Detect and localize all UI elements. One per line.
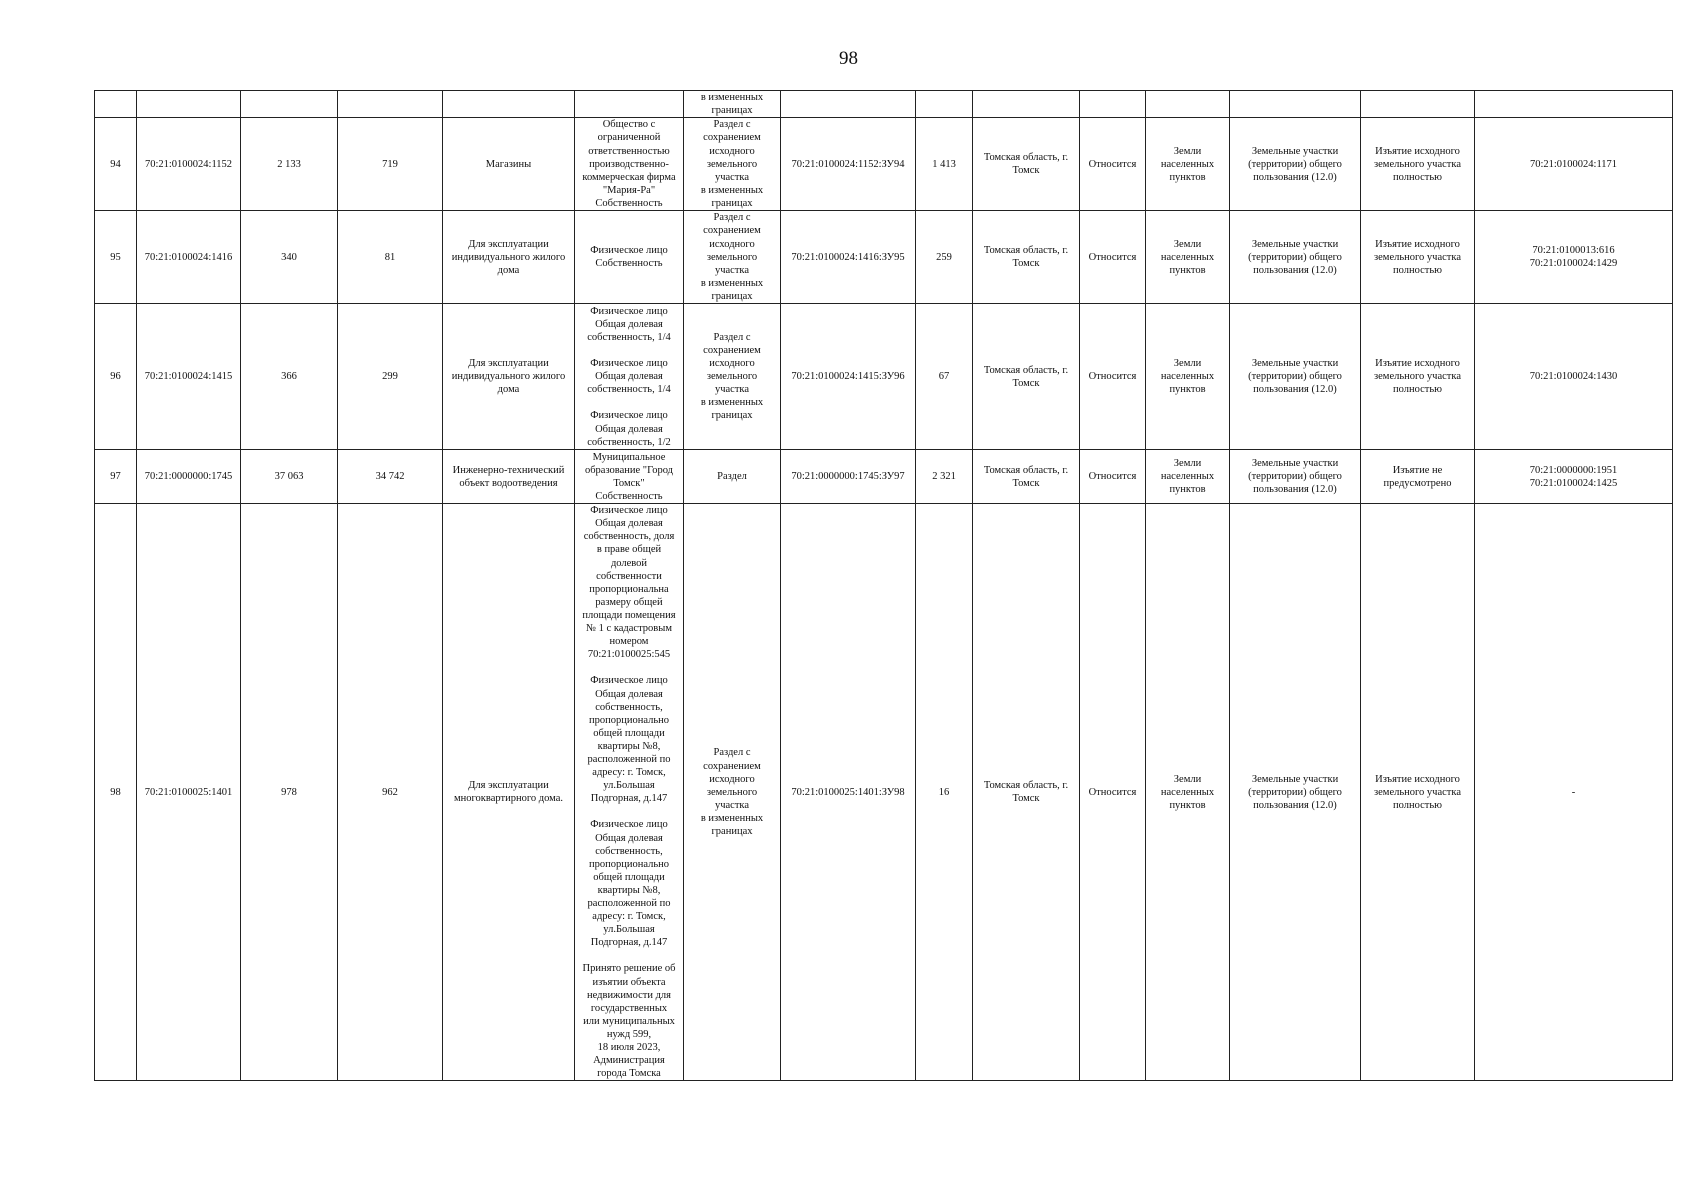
- new-plot-area: 67: [916, 304, 973, 450]
- seizure-note: Изъятие не предусмотрено: [1361, 450, 1475, 504]
- area-part: 81: [338, 211, 443, 304]
- table-row: [95, 504, 1673, 1081]
- formation-method: Раздел с сохранением исходного земельного участка в измененных границах: [684, 504, 781, 1081]
- new-permitted-use: Земельные участки (территории) общего пользования (12.0): [1230, 450, 1361, 504]
- land-category: Земли населенных пунктов: [1146, 304, 1230, 450]
- area-part: 719: [338, 118, 443, 211]
- seizure-note: Изъятие исходного земельного участка полностью: [1361, 504, 1475, 1081]
- permitted-use: Инженерно-технический объект водоотведения: [443, 450, 575, 504]
- relation: Относится: [1080, 304, 1146, 450]
- table-cell: [1361, 91, 1475, 118]
- permitted-use: Магазины: [443, 118, 575, 211]
- cadastral-number: 70:21:0000000:1745: [137, 450, 241, 504]
- formation-method: Раздел с сохранением исходного земельного участка в измененных границах: [684, 304, 781, 450]
- new-plot-number: 70:21:0100024:1415:ЗУ96: [781, 304, 916, 450]
- table-row: [95, 304, 1673, 450]
- table-cell: [137, 91, 241, 118]
- row-number: 98: [95, 504, 137, 1081]
- new-permitted-use: Земельные участки (территории) общего пользования (12.0): [1230, 118, 1361, 211]
- related-plots: 70:21:0100013:616 70:21:0100024:1429: [1475, 211, 1673, 304]
- relation: Относится: [1080, 118, 1146, 211]
- table-cell: [973, 91, 1080, 118]
- related-plots: 70:21:0100024:1171: [1475, 118, 1673, 211]
- table-cell: [575, 91, 684, 118]
- table-cell: [1146, 91, 1230, 118]
- cadastral-number: 70:21:0100025:1401: [137, 504, 241, 1081]
- new-plot-area: 2 321: [916, 450, 973, 504]
- owner: Физическое лицо Общая долевая собственность, доля в праве общей долевой собственности пропорциональна размеру общей площади помещения № 1 с кадастровым номером 70:21:0100025:545 Физическое лицо Общая долевая собственность, пропорционально общей площади квартиры №8, расположенной по адресу: г. Томск, ул.Большая Подгорная, д.147 Физическое лицо Общая долевая собственность, пропорционально общей площади квартиры №8, расположенной по адресу: г. Томск, ул.Большая Подгорная, д.147 Принято решение об изъятии объекта недвижимости для государственных или муниципальных нужд 599, 18 июля 2023, Администрация города Томска: [575, 504, 684, 1081]
- area-total: 37 063: [241, 450, 338, 504]
- formation-method: Раздел: [684, 450, 781, 504]
- new-permitted-use: Земельные участки (территории) общего пользования (12.0): [1230, 304, 1361, 450]
- table-cell: [338, 91, 443, 118]
- land-category: Земли населенных пунктов: [1146, 211, 1230, 304]
- table-cell: [1230, 91, 1361, 118]
- cadastral-number: 70:21:0100024:1416: [137, 211, 241, 304]
- row-number: 96: [95, 304, 137, 450]
- table-row: [95, 118, 1673, 211]
- page-number: 98: [839, 48, 858, 69]
- relation: Относится: [1080, 450, 1146, 504]
- related-plots: -: [1475, 504, 1673, 1081]
- table-row: [95, 450, 1673, 504]
- table-cell: [443, 91, 575, 118]
- formation-method: Раздел с сохранением исходного земельного участка в измененных границах: [684, 118, 781, 211]
- table-row-continuation: [95, 91, 1673, 118]
- location: Томская область, г. Томск: [973, 504, 1080, 1081]
- seizure-note: Изъятие исходного земельного участка полностью: [1361, 118, 1475, 211]
- table-cell: [781, 91, 916, 118]
- table-cell: [95, 91, 137, 118]
- new-plot-number: 70:21:0100024:1416:ЗУ95: [781, 211, 916, 304]
- table-cell: [241, 91, 338, 118]
- area-total: 366: [241, 304, 338, 450]
- related-plots: 70:21:0000000:1951 70:21:0100024:1425: [1475, 450, 1673, 504]
- location: Томская область, г. Томск: [973, 118, 1080, 211]
- owner: Физическое лицо Собственность: [575, 211, 684, 304]
- new-plot-number: 70:21:0000000:1745:ЗУ97: [781, 450, 916, 504]
- land-category: Земли населенных пунктов: [1146, 450, 1230, 504]
- new-permitted-use: Земельные участки (территории) общего пользования (12.0): [1230, 211, 1361, 304]
- table-cell: [916, 91, 973, 118]
- cadastral-number: 70:21:0100024:1152: [137, 118, 241, 211]
- new-permitted-use: Земельные участки (территории) общего пользования (12.0): [1230, 504, 1361, 1081]
- owner: Физическое лицо Общая долевая собственность, 1/4 Физическое лицо Общая долевая собственность, 1/4 Физическое лицо Общая долевая собственность, 1/2: [575, 304, 684, 450]
- new-plot-number: 70:21:0100024:1152:ЗУ94: [781, 118, 916, 211]
- row-number: 94: [95, 118, 137, 211]
- relation: Относится: [1080, 211, 1146, 304]
- row-number: 97: [95, 450, 137, 504]
- area-part: 962: [338, 504, 443, 1081]
- new-plot-area: 1 413: [916, 118, 973, 211]
- related-plots: 70:21:0100024:1430: [1475, 304, 1673, 450]
- area-total: 978: [241, 504, 338, 1081]
- land-category: Земли населенных пунктов: [1146, 504, 1230, 1081]
- land-category: Земли населенных пунктов: [1146, 118, 1230, 211]
- new-plot-area: 16: [916, 504, 973, 1081]
- row-number: 95: [95, 211, 137, 304]
- land-plots-table: [94, 90, 1673, 1081]
- location: Томская область, г. Томск: [973, 304, 1080, 450]
- table-cell: в измененных границах: [684, 91, 781, 118]
- permitted-use: Для эксплуатации индивидуального жилого дома: [443, 211, 575, 304]
- permitted-use: Для эксплуатации многоквартирного дома.: [443, 504, 575, 1081]
- relation: Относится: [1080, 504, 1146, 1081]
- area-total: 340: [241, 211, 338, 304]
- table-cell: [1475, 91, 1673, 118]
- permitted-use: Для эксплуатации индивидуального жилого дома: [443, 304, 575, 450]
- table-row: [95, 211, 1673, 304]
- seizure-note: Изъятие исходного земельного участка полностью: [1361, 304, 1475, 450]
- owner: Общество с ограниченной ответственностью производственно- коммерческая фирма "Мария-Ра" Собственность: [575, 118, 684, 211]
- location: Томская область, г. Томск: [973, 211, 1080, 304]
- new-plot-area: 259: [916, 211, 973, 304]
- new-plot-number: 70:21:0100025:1401:ЗУ98: [781, 504, 916, 1081]
- area-total: 2 133: [241, 118, 338, 211]
- formation-method: Раздел с сохранением исходного земельного участка в измененных границах: [684, 211, 781, 304]
- cadastral-number: 70:21:0100024:1415: [137, 304, 241, 450]
- area-part: 34 742: [338, 450, 443, 504]
- location: Томская область, г. Томск: [973, 450, 1080, 504]
- table-cell: [1080, 91, 1146, 118]
- owner: Муниципальное образование "Город Томск" Собственность: [575, 450, 684, 504]
- area-part: 299: [338, 304, 443, 450]
- seizure-note: Изъятие исходного земельного участка полностью: [1361, 211, 1475, 304]
